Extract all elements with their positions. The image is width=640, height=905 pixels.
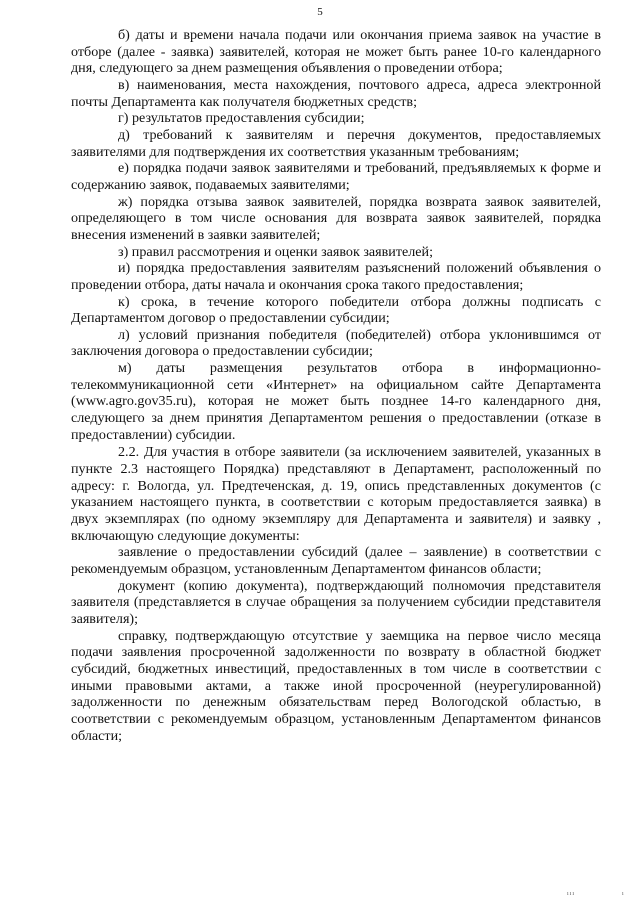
- paragraph-item-b: б) даты и времени начала подачи или окончания приема заявок на участие в отборе (далее - заявка) заявителей, которая не может быть ранее 10-го календарного дня, следующего за днем размещения объявления о проведении отбора;: [71, 27, 601, 77]
- paragraph-section-2-2: 2.2. Для участия в отборе заявители (за исключением заявителей, указанных в пункте 2.3 настоящего Порядка) представляют в Департамент, расположенный по адресу: г. Вологда, ул. Предтеченская, д. 19, опись представленных документов (с указанием настоящего пункта, в соответствии с которым предоставляется заявка) в двух экземплярах (по одному экземпляру для Департамента и заявителя) и заявку , включающую следующие документы:: [71, 444, 601, 544]
- footer-mark-left: ııı: [567, 891, 576, 897]
- footer-mark-right: ı: [622, 891, 625, 897]
- paragraph-item-z: з) правил рассмотрения и оценки заявок заявителей;: [118, 243, 434, 260]
- paragraph-item-l: л) условий признания победителя (победителей) отбора уклонившимся от заключения договора о предоставлении субсидии;: [71, 326, 601, 360]
- paragraph-item-v: в) наименования, места нахождения, почтового адреса, адреса электронной почты Департамента как получателя бюджетных средств;: [71, 76, 601, 110]
- paragraph-item-k: к) срока, в течение которого победители отбора должны подписать с Департаментом договор о предоставлении субсидии;: [71, 293, 601, 327]
- paragraph-item-m: м) даты размещения результатов отбора в информационно-телекоммуникационной сети «Интернет» на официальном сайте Департамента (www.agro.gov35.ru), которая не может быть позднее 14-го календарного дня, следующего за днем принятия Департаментом решения о предоставлении (отказе в предоставлении) субсидии.: [71, 360, 601, 443]
- paragraph-debt-certificate: справку, подтверждающую отсутствие у заемщика на первое число месяца подачи заявления просроченной задолженности по возврату в областной бюджет субсидий, бюджетных инвестиций, предоставленных в том числе в соответствии с иными правовыми актами, а также иной просроченной (неурегулированной) задолженности по денежным обязательствам перед Вологодской областью, в соответствии с рекомендуемым образцом, установленным Департаментом финансов области;: [71, 627, 601, 744]
- document-body: [71, 27, 601, 744]
- paragraph-item-i: и) порядка предоставления заявителям разъяснений положений объявления о проведении отбора, даты начала и окончания срока такого предоставления;: [71, 260, 601, 293]
- paragraph-item-e: е) порядка подачи заявок заявителями и требований, предъявляемых к форме и содержанию заявок, подаваемых заявителями;: [71, 160, 601, 193]
- paragraph-item-zh: ж) порядка отзыва заявок заявителей, порядка возврата заявок заявителей, определяющего в том числе основания для возврата заявок заявителей, порядка внесения изменений в заявки заявителей;: [71, 193, 601, 243]
- paragraph-authority-document: документ (копию документа), подтверждающий полномочия представителя заявителя (представляется в случае обращения за получением субсидии представителя заявителя);: [71, 577, 601, 627]
- paragraph-item-d: д) требований к заявителям и перечня документов, предоставляемых заявителями для подтверждения их соответствия указанным требованиям;: [71, 126, 601, 160]
- page-number: 5: [317, 6, 323, 18]
- paragraph-application-statement: заявление о предоставлении субсидий (далее – заявление) в соответствии с рекомендуемым образцом, установленным Департаментом финансов области;: [71, 544, 601, 577]
- paragraph-item-g: г) результатов предоставления субсидии;: [118, 110, 365, 127]
